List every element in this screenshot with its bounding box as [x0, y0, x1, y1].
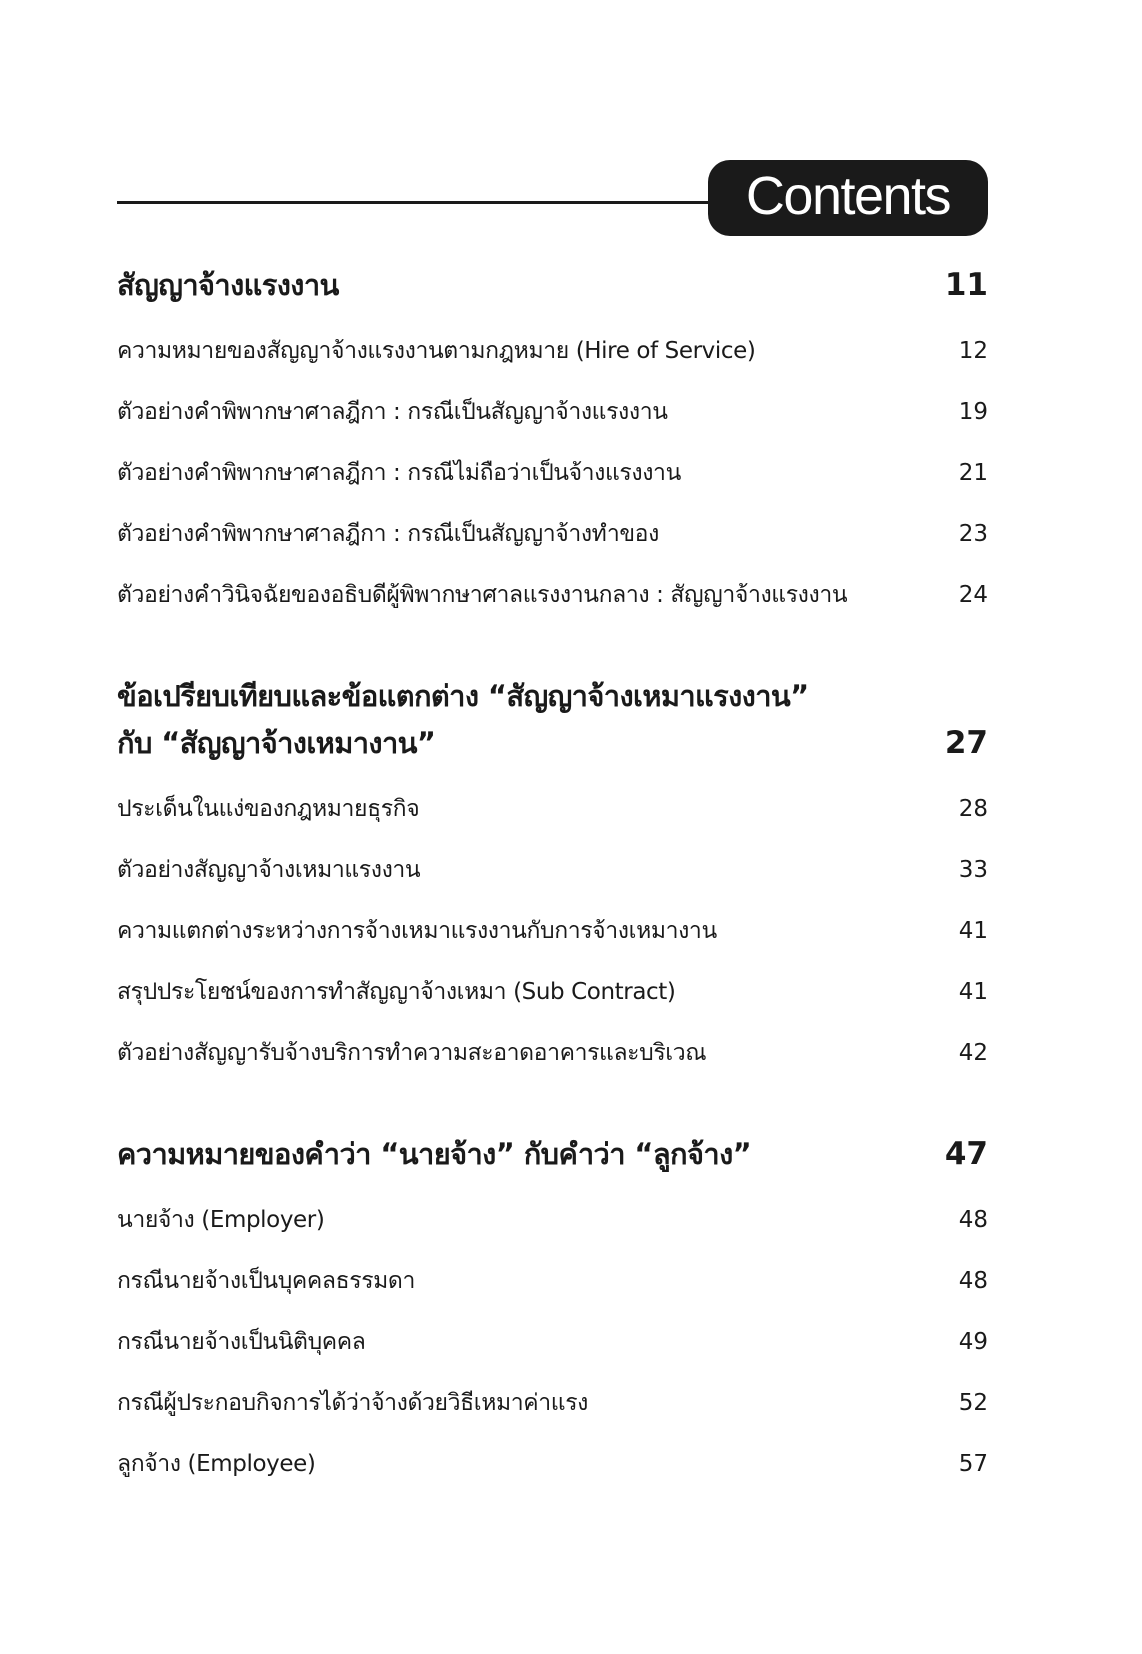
entry-page-number: 42	[958, 1040, 988, 1066]
toc-entry[interactable]	[117, 779, 988, 840]
toc-section	[117, 262, 988, 626]
section-title: ความหมายของคำว่า “นายจ้าง” กับคำว่า “ลูกจ้าง”	[117, 1137, 752, 1171]
section-page-number: 27	[944, 725, 988, 761]
contents-title-badge	[708, 160, 988, 236]
entry-title: ตัวอย่างคำพิพากษาศาลฎีกา : กรณีเป็นสัญญาจ้างแรงงาน	[117, 399, 668, 425]
entry-page-number: 49	[958, 1329, 988, 1355]
toc-entry[interactable]	[117, 504, 988, 565]
toc-entry[interactable]	[117, 1312, 988, 1373]
section-title: สัญญาจ้างแรงงาน	[117, 268, 339, 302]
toc-entry[interactable]	[117, 1251, 988, 1312]
toc-entry[interactable]	[117, 962, 988, 1023]
section-title	[117, 673, 945, 767]
entry-title: กรณีนายจ้างเป็นนิติบุคคล	[117, 1329, 366, 1355]
entry-page-number: 12	[958, 338, 988, 364]
toc-entry[interactable]	[117, 1190, 988, 1251]
entry-page-number: 48	[958, 1268, 988, 1294]
entry-title: ตัวอย่างคำพิพากษาศาลฎีกา : กรณีเป็นสัญญาจ้างทำของ	[117, 521, 659, 547]
entry-page-number: 41	[958, 979, 988, 1005]
entry-page-number: 23	[958, 521, 988, 547]
table-of-contents	[117, 262, 988, 1542]
entry-title: กรณีผู้ประกอบกิจการได้ว่าจ้างด้วยวิธีเหมาค่าแรง	[117, 1390, 588, 1416]
entry-title: ตัวอย่างสัญญารับจ้างบริการทำความสะอาดอาคารและบริเวณ	[117, 1040, 707, 1066]
toc-entry[interactable]	[117, 1023, 988, 1084]
toc-entry[interactable]	[117, 321, 988, 382]
entry-page-number: 52	[958, 1390, 988, 1416]
section-page-number: 11	[944, 267, 988, 303]
entry-title: นายจ้าง (Employer)	[117, 1207, 325, 1233]
entry-page-number: 41	[958, 918, 988, 944]
entry-page-number: 24	[958, 582, 988, 608]
entry-title: ลูกจ้าง (Employee)	[117, 1451, 316, 1477]
entry-title: ตัวอย่างสัญญาจ้างเหมาแรงงาน	[117, 857, 421, 883]
entry-page-number: 48	[958, 1207, 988, 1233]
entry-page-number: 57	[958, 1451, 988, 1477]
page-title: Contents	[745, 166, 951, 226]
section-heading[interactable]	[117, 673, 988, 767]
section-heading[interactable]	[117, 262, 988, 309]
section-heading[interactable]	[117, 1131, 988, 1178]
entry-page-number: 19	[958, 399, 988, 425]
toc-entry[interactable]	[117, 901, 988, 962]
contents-header	[117, 160, 988, 236]
entry-page-number: 33	[958, 857, 988, 883]
section-title-line-2: กับ “สัญญาจ้างเหมางาน”	[117, 726, 436, 760]
toc-section	[117, 673, 988, 1084]
section-page-number: 47	[944, 1136, 988, 1172]
toc-section	[117, 1131, 988, 1495]
entry-page-number: 28	[958, 796, 988, 822]
section-title-line-1: ข้อเปรียบเทียบและข้อแตกต่าง “สัญญาจ้างเหมาแรงงาน”	[117, 679, 809, 713]
entry-title: ความแตกต่างระหว่างการจ้างเหมาแรงงานกับการจ้างเหมางาน	[117, 918, 717, 944]
entry-title: ความหมายของสัญญาจ้างแรงงานตามกฎหมาย (Hire of Service)	[117, 338, 756, 364]
toc-entry[interactable]	[117, 840, 988, 901]
entry-title: ประเด็นในแง่ของกฎหมายธุรกิจ	[117, 796, 420, 822]
toc-entry[interactable]	[117, 1373, 988, 1434]
entry-title: สรุปประโยชน์ของการทำสัญญาจ้างเหมา (Sub Contract)	[117, 979, 676, 1005]
toc-entry[interactable]	[117, 565, 988, 626]
entry-title: ตัวอย่างคำวินิจฉัยของอธิบดีผู้พิพากษาศาลแรงงานกลาง : สัญญาจ้างแรงงาน	[117, 582, 848, 608]
entry-page-number: 21	[958, 460, 988, 486]
toc-entry[interactable]	[117, 443, 988, 504]
header-rule	[117, 201, 717, 204]
toc-entry[interactable]	[117, 382, 988, 443]
entry-title: ตัวอย่างคำพิพากษาศาลฎีกา : กรณีไม่ถือว่าเป็นจ้างแรงงาน	[117, 460, 681, 486]
entry-title: กรณีนายจ้างเป็นบุคคลธรรมดา	[117, 1268, 415, 1294]
toc-entry[interactable]	[117, 1434, 988, 1495]
